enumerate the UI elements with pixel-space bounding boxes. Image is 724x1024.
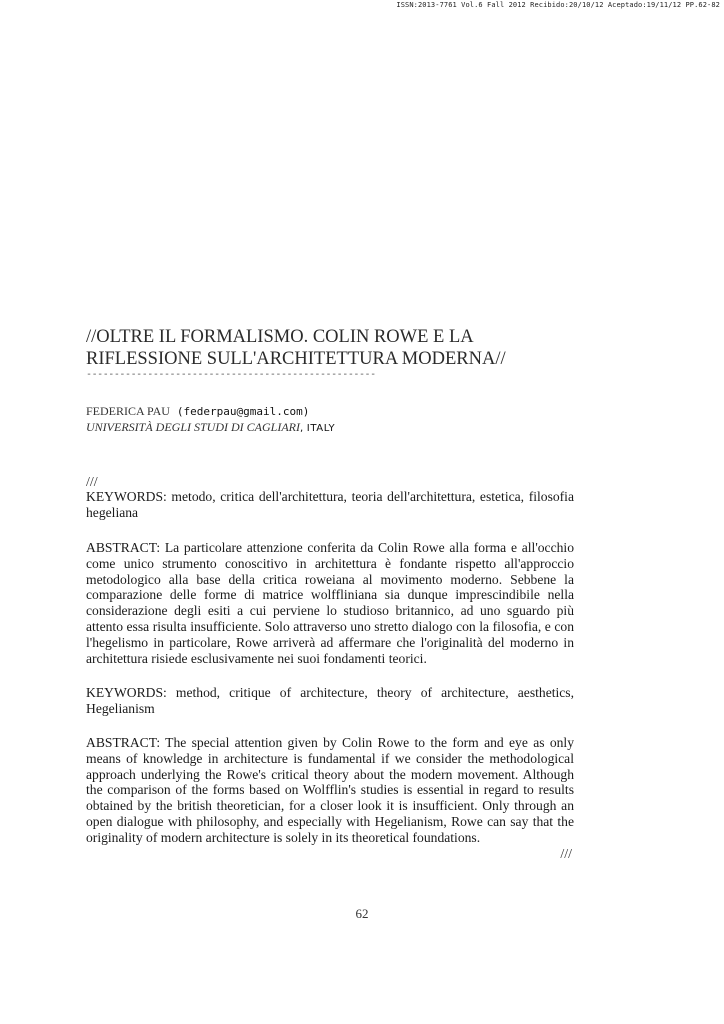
author-name: FEDERICA PAU xyxy=(86,404,170,418)
article-title-line-1: //OLTRE IL FORMALISMO. COLIN ROWE E LA xyxy=(86,327,474,347)
article-title-line-2: RIFLESSIONE SULL'ARCHITETTURA MODERNA// xyxy=(86,349,506,369)
affiliation-name: UNIVERSITÀ DEGLI STUDI DI CAGLIARI xyxy=(86,420,300,434)
author-email: (federpau@gmail.com) xyxy=(176,405,310,418)
article-title xyxy=(86,326,586,370)
abstract-open-marker: /// xyxy=(86,475,98,490)
keywords-italian: KEYWORDS: metodo, critica dell'architettura, teoria dell'architettura, estetica, filosofia hegeliana xyxy=(86,489,574,520)
abstract-italian: ABSTRACT: La particolare attenzione conferita da Colin Rowe alla forma e all'occhio come unico strumento conoscitivo in architettura è fondante rispetto all'approccio metodologico alla base della critica roweiana al movimento moderno. Sebbene la comparazione delle forme di matrice wolffliniana sia dunque imprescindibile nella considerazione degli esiti a cui perviene lo studioso britannico, ad uno sguardo più attento essa risulta insufficiente. Solo attraverso uno stretto dialogo con la filosofia, e con l'hegelismo in particolare, Rowe arriverà ad affermare che l'originalità del moderno in architettura risiede esclusivamente nei suoi fondamenti teorici. xyxy=(86,540,574,666)
page-number: 62 xyxy=(355,906,369,921)
journal-header-meta: ISSN:2013-7761 Vol.6 Fall 2012 Recibido:20/10/12 Aceptado:19/11/12 PP.62-82 xyxy=(396,1,720,9)
abstract-english: ABSTRACT: The special attention given by Colin Rowe to the form and eye as only means of knowledge in architecture is fundamental if we consider the methodological approach underlying the Rowe's critical theory about the modern movement. Although the comparison of the forms based on Wolfflin's studies is essential in regard to results obtained by the british theoretician, for a closer look it is insufficient. Only through an open dialogue with philosophy, and especially with Hegelianism, Rowe can say that the originality of modern architecture is solely in its theoretical foundations. xyxy=(86,735,574,845)
affiliation-country: ITALY xyxy=(306,423,336,434)
keywords-english: KEYWORDS: method, critique of architecture, theory of architecture, aesthetics, Hegelianism xyxy=(86,685,574,716)
title-divider: ---------------------------------------------------- xyxy=(86,369,376,380)
abstract-close-marker: /// xyxy=(560,847,572,862)
affiliation-line xyxy=(86,420,335,435)
author-line xyxy=(86,404,309,419)
affiliation-separator: , xyxy=(299,423,304,434)
